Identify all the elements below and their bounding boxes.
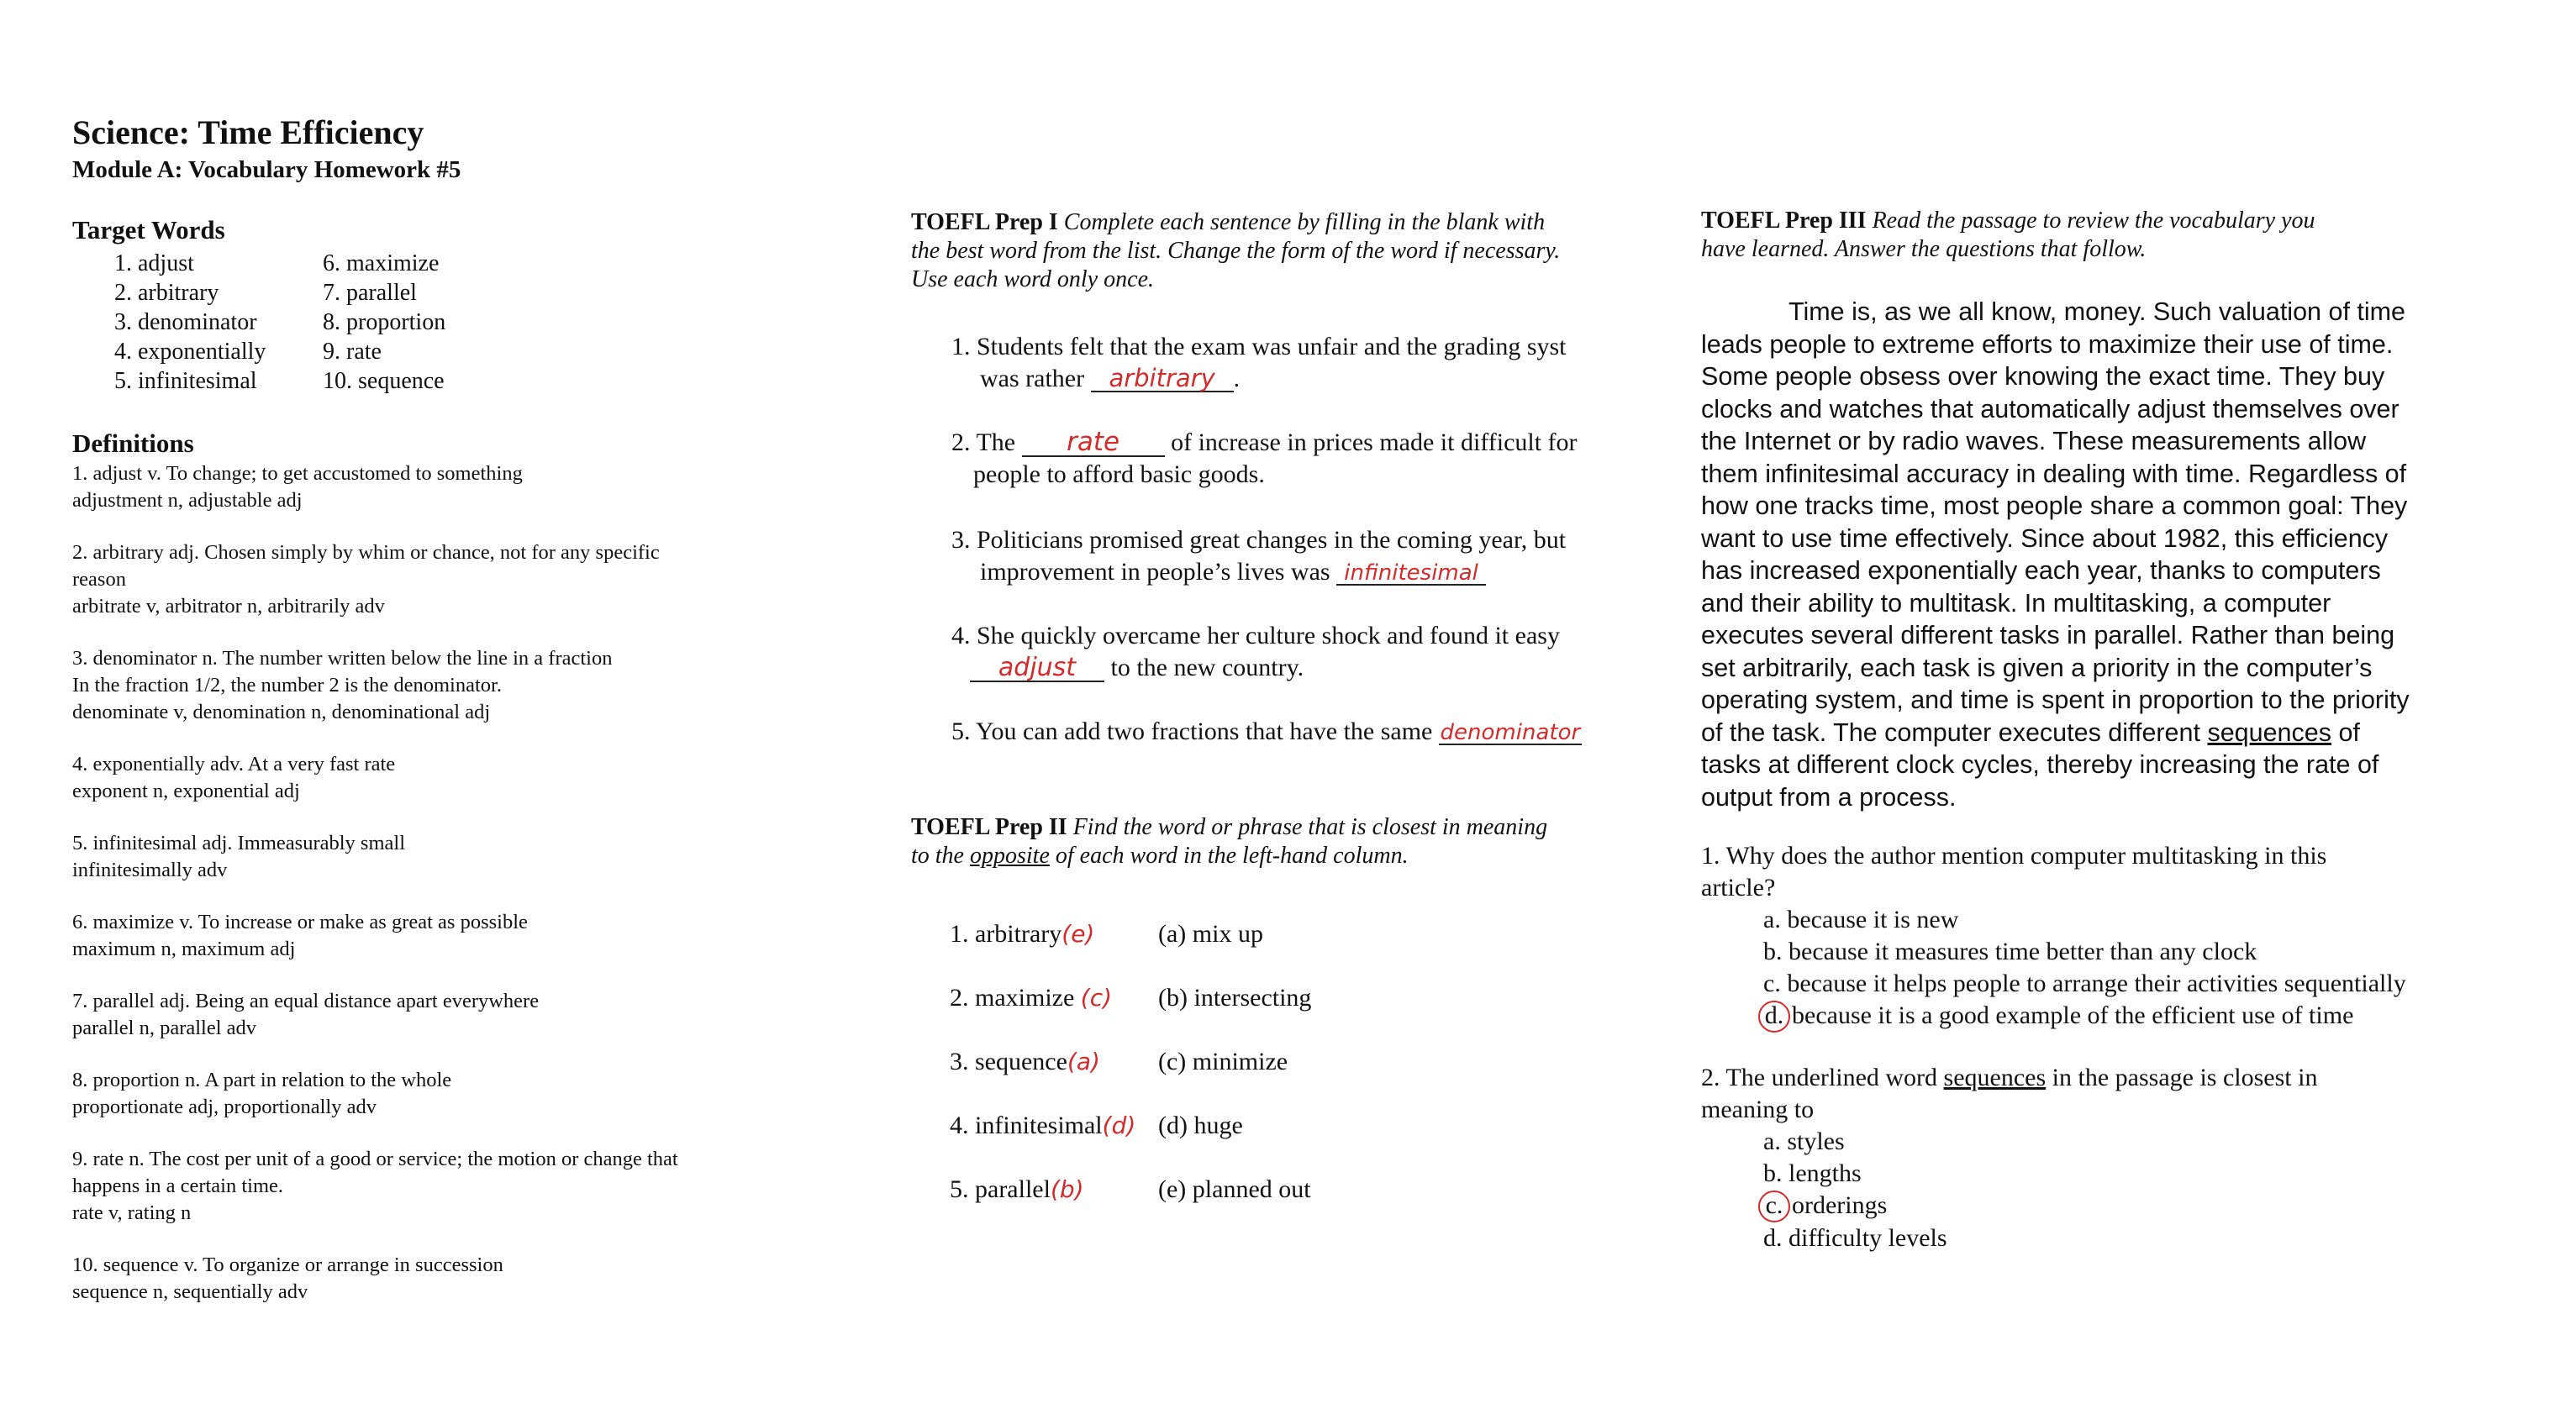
definition-line: happens in a certain time. (72, 1175, 284, 1197)
prep2-heading: TOEFL Prep II (911, 814, 1067, 840)
passage-line: executes several different tasks in parallel. Rather than being (1701, 621, 2395, 649)
passage-line: leads people to extreme efforts to maximize their use of time. (1701, 329, 2394, 359)
prep3-instr-line: have learned. Answer the questions that follow. (1701, 236, 2147, 262)
answer-option-text: because it is a good example of the efficient use of time (1792, 1001, 2354, 1029)
definition-line: adjustment n, adjustable adj (72, 489, 303, 512)
underlined-word: sequences (1943, 1064, 2047, 1091)
prep2-word: 3. sequence (950, 1048, 1067, 1075)
definition-line: infinitesimally adv (72, 859, 228, 881)
answer-option[interactable]: a. styles (1763, 1128, 1845, 1155)
prep1-text: 5. You can add two fractions that have the same (951, 718, 1439, 745)
target-word: 4. exponentially (114, 339, 266, 365)
definition-line: 6. maximize v. To increase or make as great as possible (72, 911, 528, 933)
definition-line: 2. arbitrary adj. Chosen simply by whim or chance, not for any specific (72, 541, 660, 564)
definition-line: rate v, rating n (72, 1201, 192, 1224)
target-word: 9. rate (323, 339, 382, 365)
definition-item (72, 830, 678, 884)
passage-line: and their ability to multitask. In multitasking, a computer (1701, 588, 2331, 618)
answer-blank[interactable]: rate (1022, 429, 1165, 457)
passage-line: Time is, as we all know, money. Such valuation of time (1788, 297, 2406, 326)
prep2-option: (c) minimize (1158, 1048, 1288, 1075)
definition-line: maximum n, maximum adj (72, 938, 296, 960)
selected-answer-circle: c. (1758, 1191, 1790, 1222)
definitions-heading: Definitions (72, 428, 194, 458)
prep1-text: improvement in people’s lives was (980, 558, 1337, 586)
prep1-instructions (911, 208, 1560, 294)
prep1-item-5 (951, 716, 1630, 748)
selected-answer-circle: d. (1758, 1001, 1790, 1033)
definition-line: 5. infinitesimal adj. Immeasurably small (72, 832, 405, 854)
question-text: meaning to (1701, 1096, 1815, 1123)
target-words-list-2 (323, 249, 445, 396)
definition-item (72, 1146, 678, 1227)
definition-line: 9. rate n. The cost per unit of a good or service; the motion or change that (72, 1148, 678, 1170)
question-text: 2. The underlined word (1701, 1064, 1944, 1091)
answer-option[interactable]: d. difficulty levels (1763, 1224, 1947, 1252)
definition-line: sequence n, sequentially adv (72, 1280, 308, 1303)
question-text: in the passage is closest in (2046, 1064, 2318, 1091)
prep2-word: 2. maximize (950, 984, 1075, 1012)
prep3-instructions (1701, 207, 2315, 264)
definition-item (72, 1252, 678, 1306)
prep1-heading: TOEFL Prep I (911, 209, 1058, 235)
answer-option-selected[interactable] (1763, 1190, 2317, 1222)
passage-line: Some people obsess over knowing the exact time. They buy (1701, 362, 2385, 391)
prep2-answer[interactable]: (e) (1061, 920, 1095, 948)
prep3-heading: TOEFL Prep III (1701, 208, 1867, 234)
prep2-option: (e) planned out (1158, 1175, 1311, 1203)
prep1-instr-line: Use each word only once. (911, 266, 1154, 292)
passage-text: of the task. The computer executes different (1701, 718, 2208, 747)
answer-option[interactable]: b. because it measures time better than any clock (1763, 938, 2257, 965)
prep1-text: 1. Students felt that the exam was unfair and the grading syst (951, 333, 1567, 360)
target-word: 5. infinitesimal (114, 368, 257, 394)
prep2-instr-part: to the (911, 843, 970, 869)
prep1-text: 4. She quickly overcame her culture shock and found it easy (951, 622, 1560, 649)
prep1-text: 2. The (951, 428, 1022, 456)
target-words-list-1 (114, 249, 266, 396)
definition-line: In the fraction 1/2, the number 2 is the denominator. (72, 674, 502, 696)
passage-line: operating system, and time is spent in proportion to the priority (1701, 686, 2410, 714)
prep2-instructions (911, 813, 1547, 870)
definition-item (72, 539, 678, 620)
prep2-row (950, 902, 1311, 966)
prep2-word: 4. infinitesimal (950, 1112, 1103, 1139)
target-word: 8. proportion (323, 309, 446, 335)
question-2 (1701, 1062, 2317, 1254)
page-title: Science: Time Efficiency (72, 113, 424, 151)
definition-line: 1. adjust v. To change; to get accustomed to something (72, 462, 523, 485)
page-subtitle: Module A: Vocabulary Homework #5 (72, 156, 461, 183)
prep1-text: people to afford basic goods. (973, 460, 1265, 488)
target-word: 7. parallel (323, 280, 417, 306)
target-word: 6. maximize (323, 250, 440, 276)
passage-line: the Internet or by radio waves. These measurements allow (1701, 427, 2367, 455)
prep3-instr-line: Read the passage to review the vocabulary you (1866, 208, 2315, 234)
question-text: 1. Why does the author mention computer multitasking in this (1701, 842, 2327, 870)
prep2-answer[interactable]: (a) (1067, 1048, 1100, 1075)
definition-item (72, 909, 678, 963)
target-word: 2. arbitrary (114, 280, 219, 306)
definition-item (72, 988, 678, 1042)
answer-blank[interactable]: infinitesimal (1336, 562, 1486, 586)
definition-line: proportionate adj, proportionally adv (72, 1096, 377, 1118)
definition-line: reason (72, 568, 126, 591)
definition-line: 8. proportion n. A part in relation to the whole (72, 1069, 452, 1091)
definition-line: 3. denominator n. The number written below the line in a fraction (72, 647, 613, 670)
target-word: 1. adjust (114, 250, 194, 276)
definition-item (72, 1067, 678, 1121)
prep2-option: (d) huge (1158, 1112, 1243, 1139)
definition-item (72, 460, 678, 514)
answer-option[interactable]: c. because it helps people to arrange their activities sequentially (1763, 970, 2406, 997)
prep2-answer[interactable]: (b) (1050, 1175, 1084, 1203)
definition-line: 10. sequence v. To organize or arrange in succession (72, 1254, 503, 1276)
prep2-underlined-word: opposite (970, 843, 1050, 869)
passage-line: them infinitesimal accuracy in dealing with time. Regardless of (1701, 459, 2407, 488)
q2-options (1701, 1126, 2317, 1254)
target-word: 10. sequence (323, 368, 445, 394)
answer-option-text: orderings (1792, 1191, 1888, 1219)
definition-line: denominate v, denomination n, denominational adj (72, 701, 491, 723)
prep1-text: 3. Politicians promised great changes in the coming year, but (951, 526, 1567, 554)
answer-blank[interactable]: adjust (970, 655, 1104, 682)
prep2-answer[interactable]: (d) (1102, 1112, 1136, 1139)
prep2-word: 5. parallel (950, 1175, 1051, 1203)
target-words-heading: Target Words (72, 215, 225, 244)
definition-item (72, 751, 678, 805)
answer-option[interactable]: b. lengths (1763, 1159, 1862, 1187)
underlined-word: sequences (2207, 718, 2331, 747)
prep2-instr-part: of each word in the left-hand column. (1049, 843, 1409, 869)
prep1-item-3 (951, 524, 1566, 588)
passage-line: want to use time effectively. Since about 1982, this efficiency (1701, 523, 2389, 553)
passage-line: tasks at different clock cycles, thereby increasing the rate of (1701, 750, 2379, 779)
prep2-option: (b) intersecting (1158, 984, 1312, 1012)
definition-item (72, 645, 678, 726)
prep2-row (950, 1158, 1311, 1222)
passage-line: clocks and watches that automatically adjust themselves over (1701, 394, 2400, 423)
definitions-list (72, 460, 678, 1306)
passage-line: set arbitrarily, each task is given a priority in the computer’s (1701, 653, 2373, 682)
prep2-row (950, 1030, 1311, 1094)
passage (1701, 296, 2410, 813)
target-word: 3. denominator (114, 309, 257, 335)
prep2-instr-line: Find the word or phrase that is closest in meaning (1067, 814, 1548, 840)
prep1-text: to the new country. (1104, 654, 1304, 681)
question-text: article? (1701, 874, 1776, 901)
prep1-item-4 (951, 620, 1560, 684)
question-1 (1701, 840, 2406, 1033)
prep1-text: was rather (980, 365, 1091, 392)
answer-blank[interactable]: arbitrary (1091, 366, 1234, 392)
definition-line: exponent n, exponential adj (72, 780, 300, 802)
prep1-item-1 (951, 331, 1641, 395)
passage-line (1701, 717, 2410, 749)
prep2-row (950, 966, 1311, 1030)
answer-blank[interactable]: denominator (1440, 720, 1581, 745)
q1-options (1701, 904, 2406, 1033)
prep2-items (950, 902, 1311, 1222)
prep1-text: . (1233, 365, 1241, 392)
prep2-row (950, 1094, 1311, 1158)
prep1-instr-line: Complete each sentence by filling in the blank with (1057, 209, 1546, 235)
passage-line: has increased exponentially each year, thanks to computers (1701, 556, 2381, 585)
prep2-answer[interactable]: (c) (1080, 984, 1113, 1012)
passage-line: output from a process. (1701, 782, 1957, 812)
passage-line: how one tracks time, most people share a common goal: They (1701, 491, 2408, 520)
prep2-option: (a) mix up (1158, 920, 1263, 948)
definition-line: 4. exponentially adv. At a very fast rate (72, 753, 396, 775)
definition-line: arbitrate v, arbitrator n, arbitrarily adv (72, 595, 385, 618)
passage-text: of (2331, 718, 2360, 747)
definition-line: parallel n, parallel adv (72, 1017, 257, 1039)
prep1-item-2 (951, 427, 1578, 491)
answer-option-selected[interactable] (1763, 1000, 2406, 1033)
prep1-text: of increase in prices made it difficult for (1164, 428, 1578, 456)
answer-option[interactable]: a. because it is new (1763, 906, 1959, 933)
prep1-instr-line: the best word from the list. Change the form of the word if necessary. (911, 238, 1561, 264)
definition-line: 7. parallel adj. Being an equal distance apart everywhere (72, 990, 540, 1012)
prep2-word: 1. arbitrary (950, 920, 1062, 948)
